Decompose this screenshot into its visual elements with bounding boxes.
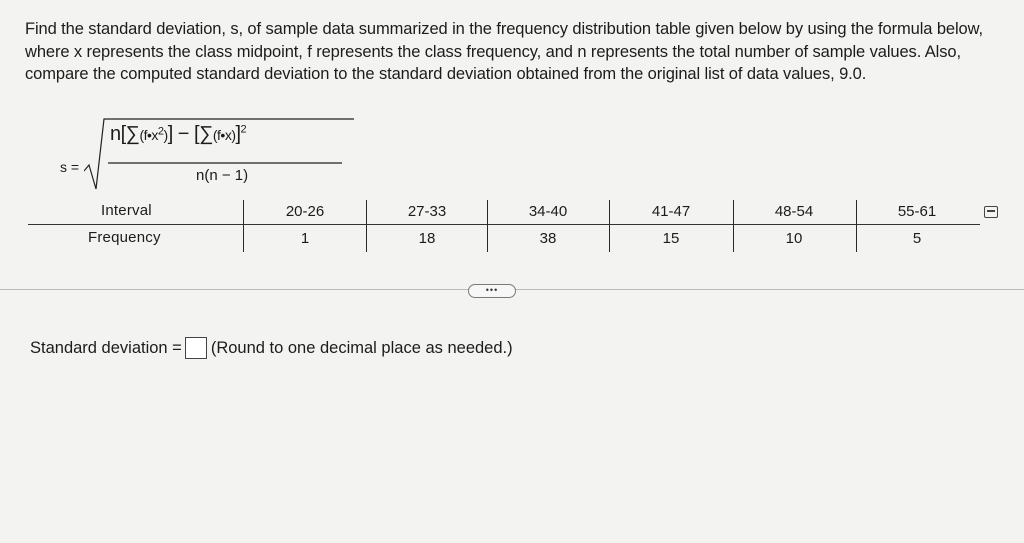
rounding-hint: (Round to one decimal place as needed.)	[210, 338, 513, 357]
frequency-header: Frequency	[88, 229, 161, 246]
frequency-cell: 38	[539, 230, 557, 247]
column-separator	[487, 200, 488, 252]
formula-lhs: s =	[60, 159, 80, 175]
interval-cell: 20-26	[285, 203, 325, 220]
frequency-cell: 5	[912, 230, 922, 247]
column-separator	[243, 200, 244, 252]
table-divider	[28, 224, 980, 225]
frequency-cell: 1	[300, 230, 310, 247]
more-button[interactable]: •••	[468, 284, 516, 298]
standard-deviation-input[interactable]	[185, 337, 207, 359]
formula-numerator: $n[\sum(f•x^2)]$ − [∑(f•x)]$^2$	[110, 123, 247, 145]
frequency-cell: 10	[785, 230, 803, 247]
interval-cell: 41-47	[651, 203, 691, 220]
interval-cell: 48-54	[774, 203, 814, 220]
column-separator	[733, 200, 734, 252]
column-separator	[609, 200, 610, 252]
interval-cell: 27-33	[407, 203, 447, 220]
frequency-table	[28, 198, 988, 258]
interval-cell: 55-61	[897, 203, 937, 220]
copy-icon[interactable]	[984, 206, 998, 218]
frequency-cell: 15	[662, 230, 680, 247]
answer-row	[30, 337, 513, 359]
frequency-cell: 18	[418, 230, 436, 247]
formula-denominator: n(n − 1)	[196, 167, 249, 184]
interval-cell: 34-40	[528, 203, 568, 220]
standard-deviation-formula	[60, 115, 360, 195]
column-separator	[856, 200, 857, 252]
column-separator	[366, 200, 367, 252]
interval-header: Interval	[101, 202, 152, 219]
question-text: Find the standard deviation, s, of sample data summarized in the frequency distribution table given below by using the formula below, where x represents the class midpoint, f represents the class frequency, and n represents the total number of sample values. Also, compare the computed standard deviation to the standard deviation obtained from the original list of data values, 9.0.	[25, 20, 984, 83]
answer-prefix: Standard deviation =	[30, 338, 182, 357]
